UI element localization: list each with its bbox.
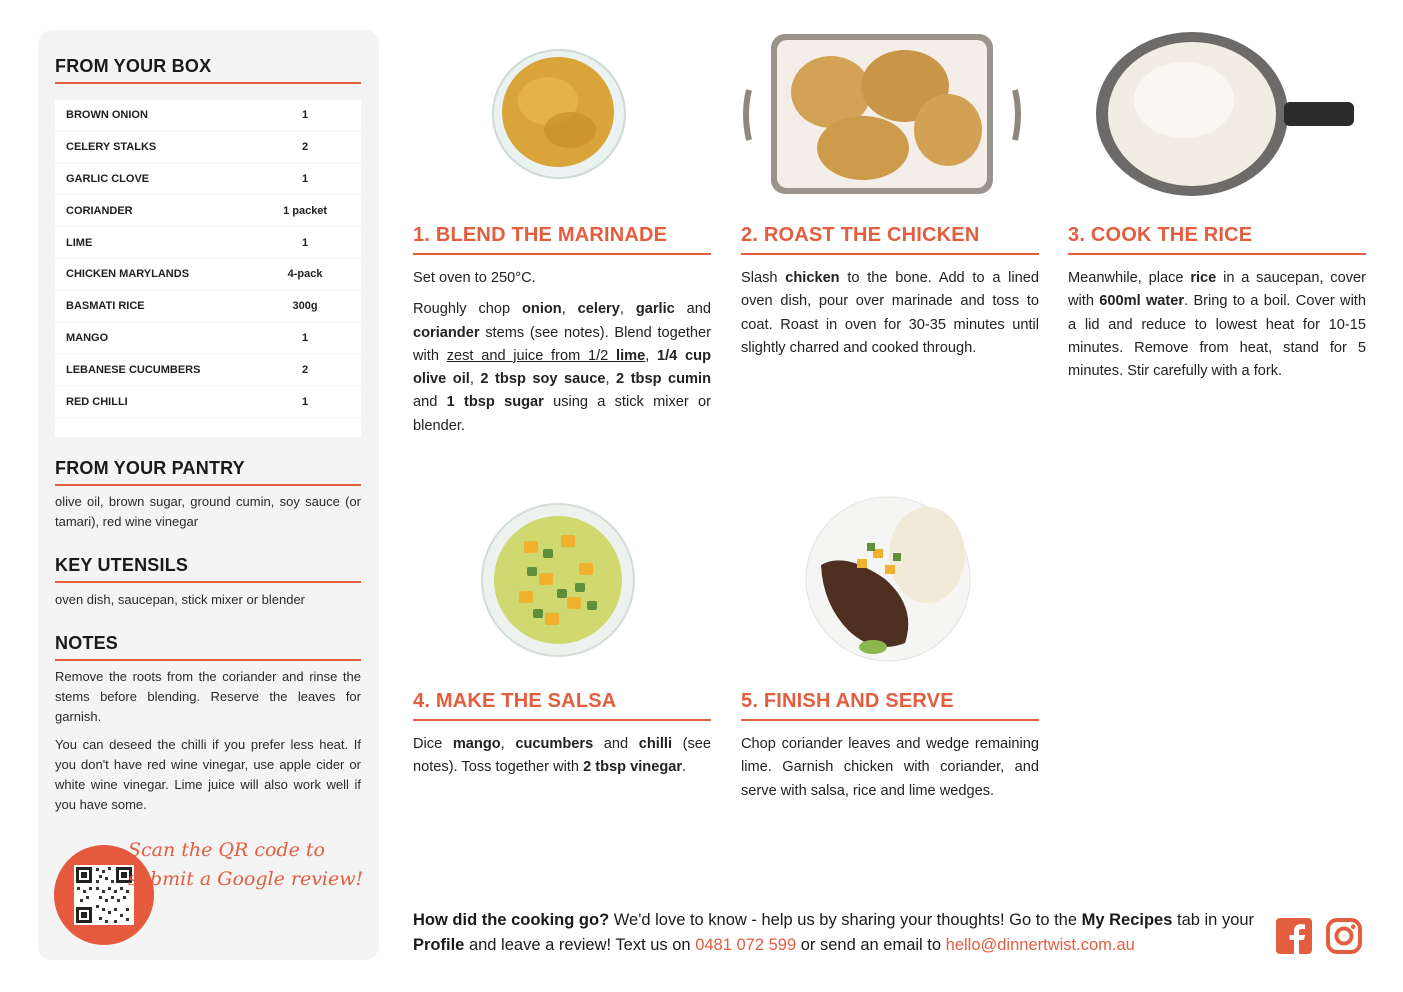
step-2-title: 2. ROAST THE CHICKEN	[741, 224, 980, 246]
step-1-rule	[413, 253, 711, 255]
step-3-paragraph: Meanwhile, place rice in a saucepan, cover with 600ml water. Bring to a boil. Cover with a lid and reduce to lowest heat for 10-15 minutes. Remove from heat, stand for 5 minutes. Stir carefully with a fork.	[1068, 270, 1366, 380]
pantry-text: olive oil, brown sugar, ground cumin, soy sauce (or tamari), red wine vinegar	[55, 494, 361, 529]
qr-caption	[128, 836, 363, 894]
ingredient-row	[55, 195, 361, 227]
step-4-paragraph: Dice mango, cucumbers and chilli (see notes). Toss together with 2 tbsp vinegar.	[413, 736, 712, 776]
ingredient-qty: 4-pack	[287, 268, 323, 281]
salsa-bowl-image	[479, 501, 637, 659]
notes-title: NOTES	[55, 633, 119, 653]
utensils-title: KEY UTENSILS	[55, 555, 189, 575]
step-4-text	[413, 733, 711, 788]
ingredient-qty: 1 packet	[283, 204, 328, 217]
ingredient-row	[55, 291, 361, 323]
qr-caption-line: submit a Google review!	[128, 868, 364, 890]
ingredient-qty: 1	[302, 395, 309, 408]
step-2-text	[741, 267, 1039, 368]
plated-dish-image	[805, 495, 971, 663]
ingredient-name: BASMATI RICE	[66, 300, 145, 313]
ingredient-row	[55, 164, 361, 196]
notes-paragraph: You can deseed the chilli if you prefer less heat. If you don't have red wine vinegar, use apple cider or white wine vinegar. Lime juice will also work well if you have some.	[55, 737, 361, 812]
ingredient-qty: 1	[302, 172, 309, 185]
ingredient-name: BROWN ONION	[66, 109, 148, 122]
step-1-paragraph: Roughly chop onion, celery, garlic and coriander stems (see notes). Blend together with zest and juice from 1/2 lime, 1/4 cup olive oil, 2 tbsp soy sauce, 2 tbsp cumin and 1 tbsp sugar using a stick mixer or blender.	[413, 301, 712, 434]
ingredient-name: RED CHILLI	[66, 395, 128, 408]
box-title: FROM YOUR BOX	[55, 56, 212, 76]
step-1-title: 1. BLEND THE MARINADE	[413, 224, 668, 246]
pantry-title: FROM YOUR PANTRY	[55, 458, 245, 478]
ingredient-row	[55, 100, 361, 132]
sidebar	[38, 30, 379, 960]
ingredient-row	[55, 132, 361, 164]
box-title-rule	[55, 82, 361, 84]
ingredient-name: GARLIC CLOVE	[66, 172, 150, 185]
ingredient-qty: 2	[302, 363, 309, 376]
step-5-text	[741, 733, 1039, 811]
ingredient-name: CORIANDER	[66, 204, 133, 217]
step-3-title: 3. COOK THE RICE	[1068, 224, 1253, 246]
notes-text	[55, 667, 361, 823]
ingredient-qty: 1	[302, 331, 309, 344]
step-4-title: 4. MAKE THE SALSA	[413, 690, 617, 712]
step-2-paragraph: Slash chicken to the bone. Add to a lined oven dish, pour over marinade and toss to coat. Roast in oven for 30-35 minutes until slightly charred and cooked through.	[741, 270, 1039, 356]
facebook-icon[interactable]	[1275, 917, 1313, 955]
ingredients-table	[55, 100, 361, 437]
ingredient-row	[55, 354, 361, 386]
step-1-paragraph: Set oven to 250°C.	[413, 270, 536, 286]
ingredient-qty: 300g	[292, 300, 318, 313]
ingredient-qty: 2	[302, 141, 309, 154]
instagram-icon[interactable]	[1325, 917, 1363, 955]
roast-chicken-image	[743, 30, 1021, 198]
email-link[interactable]: hello@dinnertwist.com.au	[945, 936, 1135, 954]
utensils-rule	[55, 581, 361, 583]
notes-paragraph: Remove the roots from the coriander and rinse the stems before blending. Reserve the leaves for garnish.	[55, 669, 361, 724]
step-5-title: 5. FINISH AND SERVE	[741, 690, 954, 712]
phone-link[interactable]: 0481 072 599	[695, 936, 797, 954]
step-3-text	[1068, 267, 1366, 391]
ingredient-row	[55, 386, 361, 418]
ingredient-name: CELERY STALKS	[66, 141, 157, 154]
step-4-rule	[413, 719, 711, 721]
utensils-text: oven dish, saucepan, stick mixer or blender	[55, 592, 306, 607]
notes-rule	[55, 659, 361, 661]
ingredient-qty: 1	[302, 236, 309, 249]
step-1-text	[413, 267, 711, 446]
review-footer: How did the cooking go? We'd love to know - help us by sharing your thoughts! Go to the My Recipes tab in your Profile and leave a review! Text us on 0481 072 599 or send an email to hello@dinnertwist.com.au	[413, 911, 1255, 954]
ingredient-name: LEBANESE CUCUMBERS	[66, 363, 201, 376]
rice-pot-image	[1094, 30, 1358, 198]
qr-caption-line: Scan the QR code to	[128, 839, 325, 861]
ingredient-name: CHICKEN MARYLANDS	[66, 268, 190, 281]
step-2-rule	[741, 253, 1039, 255]
pantry-rule	[55, 484, 361, 486]
qr-code-icon[interactable]	[74, 865, 134, 925]
ingredient-name: LIME	[66, 236, 93, 249]
ingredient-qty: 1	[302, 109, 309, 122]
step-5-paragraph: Chop coriander leaves and wedge remaining lime. Garnish chicken with coriander, and serve with salsa, rice and lime wedges.	[741, 736, 1039, 799]
marinade-bowl-image	[490, 46, 628, 182]
ingredient-row	[55, 323, 361, 355]
ingredient-name: MANGO	[66, 331, 109, 344]
ingredient-row	[55, 259, 361, 291]
step-5-rule	[741, 719, 1039, 721]
ingredient-row	[55, 227, 361, 259]
step-3-rule	[1068, 253, 1366, 255]
